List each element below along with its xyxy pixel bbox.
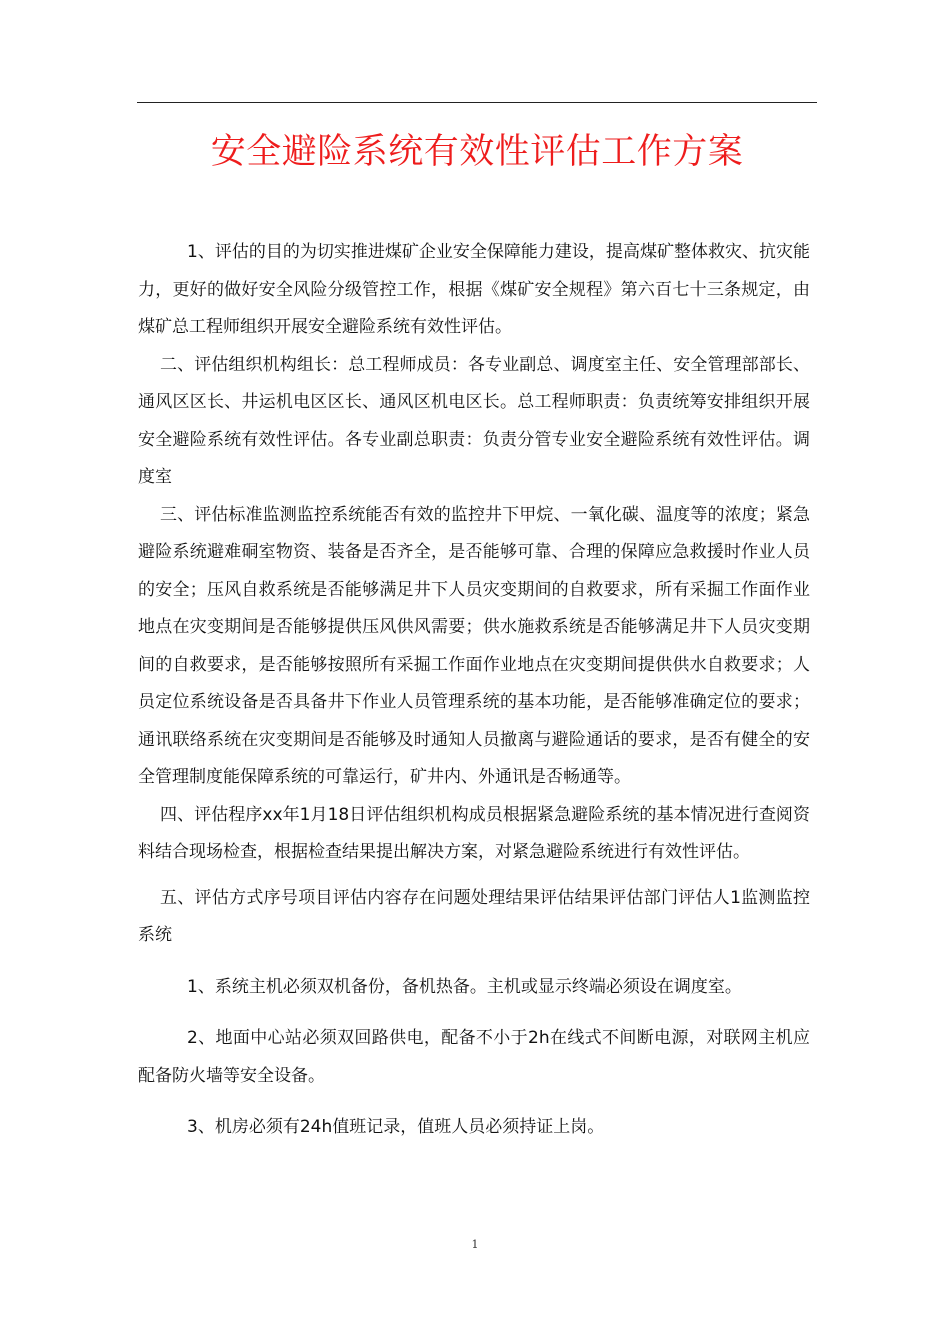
document-body [138,234,810,1147]
header-rule [137,102,817,103]
paragraph-method: 五、评估方式序号项目评估内容存在问题处理结果评估结果评估部门评估人1监测监控系统 [138,887,810,945]
paragraph-purpose: 1、评估的目的为切实推进煤矿企业安全保障能力建设，提高煤矿整体救灾、抗灾能力，更好的做好安全风险分级管控工作，根据《煤矿安全规程》第六百七十三条规定，由煤矿总工程师组织开展安全避险系统有效性评估。 [138,242,810,337]
paragraph-standards: 三、评估标准监测监控系统能否有效的监控井下甲烷、一氧化碳、温度等的浓度；紧急避险系统避难硐室物资、装备是否齐全，是否能够可靠、合理的保障应急救援时作业人员的安全；压风自救系统是否能够满足井下人员灾变期间的自救要求，所有采掘工作面作业地点在灾变期间是否能够提供压风供风需要；供水施救系统是否能够满足井下人员灾变期间的自救要求，是否能够按照所有采掘工作面作业地点在灾变期间提供供水自救要求；人员定位系统设备是否具备井下作业人员管理系统的基本功能，是否能够准确定位的要求；通讯联络系统在灾变期间是否能够及时通知人员撤离与避险通话的要求，是否有健全的安全管理制度能保障系统的可靠运行，矿井内、外通讯是否畅通等。 [138,504,810,787]
paragraph-item-3: 3、机房必须有24h值班记录，值班人员必须持证上岗。 [187,1117,605,1137]
paragraph-item-1: 1、系统主机必须双机备份，备机热备。主机或显示终端必须设在调度室。 [187,976,742,997]
document-title: 安全避险系统有效性评估工作方案 [210,132,744,173]
paragraph-procedure: 四、评估程序xx年1月18日评估组织机构成员根据紧急避险系统的基本情况进行查阅资料结合现场检查，根据检查结果提出解决方案，对紧急避险系统进行有效性评估。 [138,804,810,862]
paragraph-item-2: 2、地面中心站必须双回路供电，配备不小于2h在线式不间断电源，对联网主机应配备防火墙等安全设备。 [138,1028,810,1086]
page-number: 1 [471,1238,479,1251]
paragraph-organization: 二、评估组织机构组长：总工程师成员：各专业副总、调度室主任、安全管理部部长、通风区区长、井运机电区区长、通风区机电区长。总工程师职责：负责统筹安排组织开展安全避险系统有效性评估。各专业副总职责：负责分管专业安全避险系统有效性评估。调度室 [138,354,810,487]
